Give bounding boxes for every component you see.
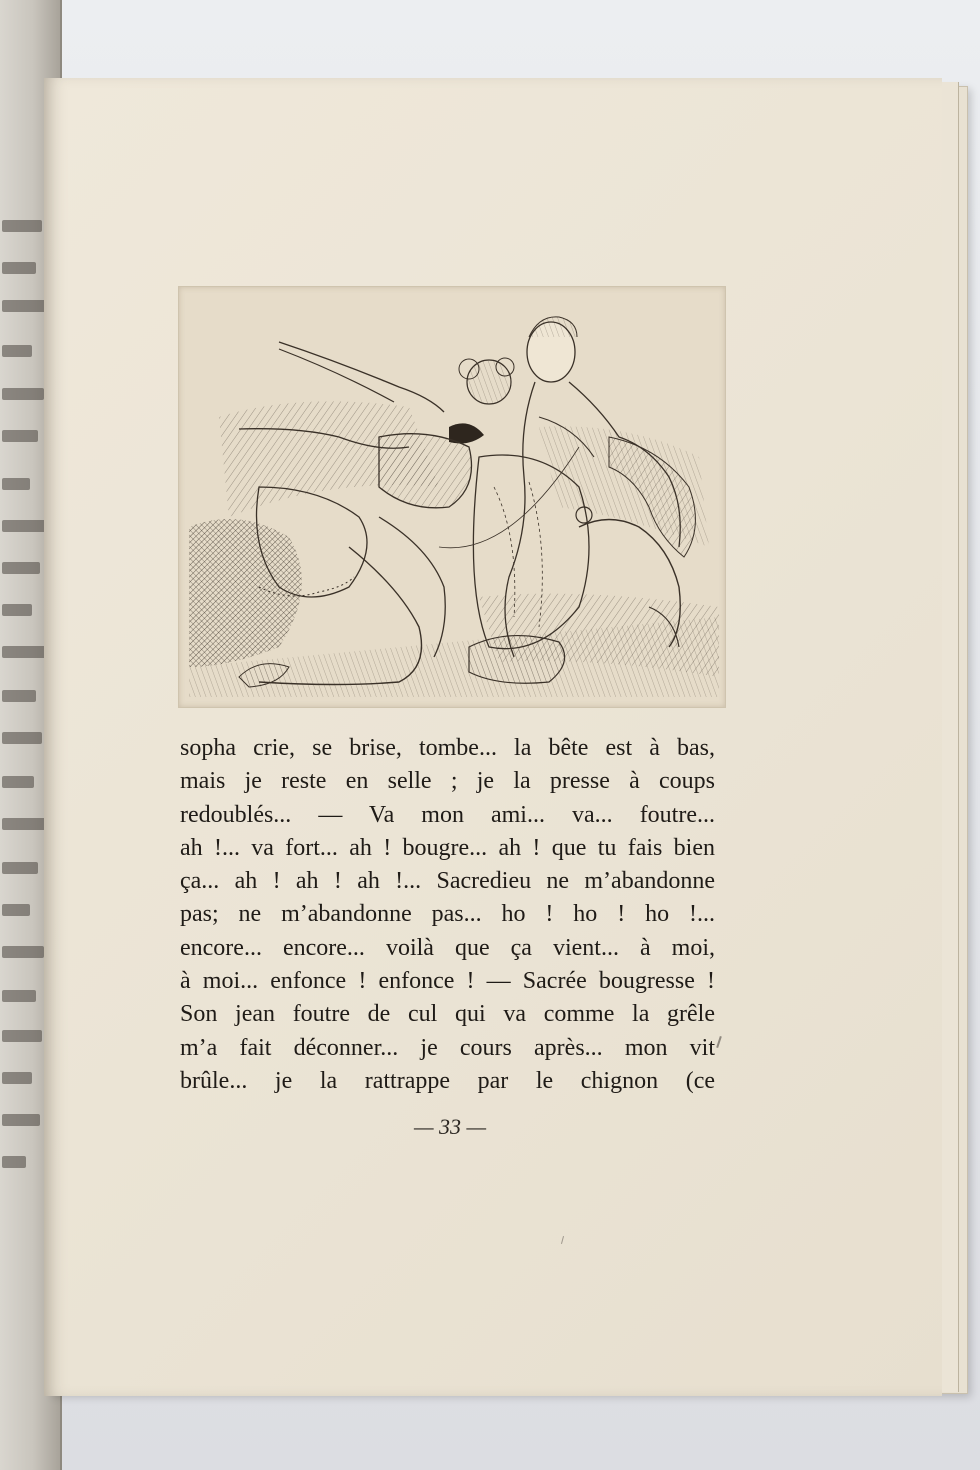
text-line: m’a fait déconner... je cours après... mon vit <box>180 1034 715 1061</box>
text-line: à moi... enfonce ! enfonce ! — Sacrée bougresse ! <box>180 968 715 995</box>
etching-plate <box>178 286 726 708</box>
text-line: mais je reste en selle ; je la presse à coups <box>180 768 715 795</box>
etching-illustration-icon <box>179 287 725 707</box>
text-line: encore... encore... voilà que ça vient... à moi, <box>180 934 715 961</box>
text-line: Son jean foutre de cul qui va comme la grêle <box>180 1001 715 1028</box>
text-line: sopha crie, se brise, tombe... la bête est à bas, <box>180 735 715 761</box>
text-line: brûle... je la rattrappe par le chignon (ce <box>180 1067 715 1094</box>
text-line: ah !... va fort... ah ! bougre... ah ! que tu fais bien <box>180 834 715 861</box>
text-line: pas; ne m’abandonne pas... ho ! ho ! ho !... <box>180 901 715 928</box>
body-text <box>180 732 715 1098</box>
text-line: ça... ah ! ah ! ah !... Sacredieu ne m’abandonne <box>180 868 715 895</box>
page-number: — 33 — <box>413 1114 487 1139</box>
text-line: redoublés... — Va mon ami... va... foutre... <box>180 801 715 828</box>
